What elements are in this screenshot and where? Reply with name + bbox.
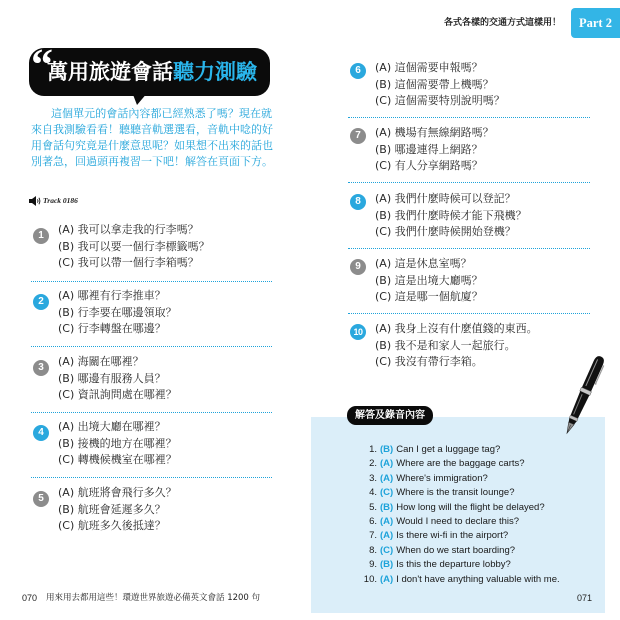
answer-number: 3.	[369, 472, 377, 484]
answer-item	[362, 486, 560, 500]
answer-number: 5.	[369, 501, 377, 513]
option-a: (A) 我們什麼時候可以登記？	[375, 192, 516, 205]
answer-choice: (B)	[380, 501, 394, 513]
quote-mark-icon: “	[31, 40, 53, 89]
answer-text: When do we start boarding?	[396, 544, 516, 556]
answer-choice: (A)	[380, 516, 394, 528]
option-c: (C) 我可以帶一個行李箱嗎？	[58, 256, 199, 269]
answer-choice: (C)	[380, 544, 394, 556]
answer-item	[362, 515, 560, 529]
question-1	[58, 222, 298, 272]
question-3	[58, 354, 298, 404]
answer-text: Where are the baggage carts?	[396, 458, 525, 470]
answer-item	[362, 472, 560, 486]
question-number-badge: 4	[33, 425, 49, 441]
option-b: (B) 行李要在哪邊領取？	[58, 305, 177, 319]
option-c: (C) 這個需要特別說明嗎？	[375, 94, 505, 107]
answer-text: Where's immigration?	[396, 472, 488, 484]
option-a: (A) 這個需要申報嗎？	[375, 61, 483, 74]
answer-choice: (A)	[380, 472, 394, 484]
option-b: (B) 航班會延遲多久？	[58, 502, 166, 516]
answer-number: 7.	[369, 530, 377, 542]
option-a: (A) 這是休息室嗎？	[375, 257, 472, 270]
option-c: (C) 我沒有帶行李箱。	[375, 355, 483, 368]
option-b: (B) 哪邊有服務人員？	[58, 371, 166, 385]
option-a: (A) 機場有無線網路嗎？	[375, 126, 494, 139]
answer-item	[362, 443, 560, 457]
part-tab: Part 2	[571, 8, 620, 38]
answer-heading: 解答及錄音內容	[347, 406, 433, 425]
answer-number: 4.	[369, 487, 377, 499]
option-a: (A) 我身上沒有什麼值錢的東西。	[375, 322, 538, 335]
option-b: (B) 我可以要一個行李標籤嗎？	[58, 239, 210, 253]
intro-line: 來自我測驗看看！聽聽音軌選選看，音軌中唸的好	[31, 123, 273, 136]
title-highlight: 聽力測驗	[173, 60, 257, 84]
question-number-badge: 6	[350, 63, 366, 79]
answer-number: 1.	[369, 444, 377, 455]
dotted-divider	[31, 477, 272, 478]
answer-text: Would I need to declare this?	[396, 516, 520, 528]
option-a: (A) 海關在哪裡？	[58, 355, 144, 368]
answer-text: How long will the flight be delayed?	[396, 501, 545, 513]
answer-choice: (A)	[380, 573, 394, 585]
answer-item	[362, 457, 560, 471]
option-a: (A) 哪裡有行李推車？	[58, 289, 166, 302]
dotted-divider	[348, 117, 590, 118]
answer-text: Where is the transit lounge?	[396, 487, 515, 499]
dotted-divider	[348, 313, 590, 314]
answer-item	[362, 544, 560, 558]
speaker-icon	[29, 196, 41, 206]
answer-list	[362, 443, 560, 587]
option-b: (B) 我不是和家人一起旅行。	[375, 338, 516, 352]
dotted-divider	[348, 248, 590, 249]
page-title	[47, 58, 257, 86]
answer-item	[362, 501, 560, 515]
option-c: (C) 行李轉盤在哪邊？	[58, 322, 166, 335]
question-7	[375, 125, 615, 175]
answer-item	[362, 558, 560, 572]
answer-choice: (A)	[380, 530, 394, 542]
dotted-divider	[31, 346, 272, 347]
intro-line: 別著急，回過頭再複習一下吧！解答在頁面下方。	[31, 155, 273, 168]
option-b: (B) 哪邊連得上網路？	[375, 142, 483, 156]
question-5	[58, 485, 298, 535]
fountain-pen-icon	[559, 350, 609, 440]
answer-text: Is there wi-fi in the airport?	[396, 530, 509, 542]
track-label: Track 0186	[43, 196, 78, 205]
option-c: (C) 航班多久後抵達？	[58, 519, 166, 532]
intro-line: 這個單元的會話內容都已經熟悉了嗎？現在就	[51, 107, 272, 120]
dotted-divider	[348, 182, 590, 183]
option-a: (A) 出境大廳在哪裡？	[58, 420, 166, 433]
answer-number: 6.	[369, 516, 377, 528]
question-2	[58, 288, 298, 338]
answer-number: 9.	[369, 559, 377, 571]
option-b: (B) 接機的地方在哪裡？	[58, 436, 177, 450]
page-number: 071	[577, 593, 593, 603]
question-number-badge: 8	[350, 194, 366, 210]
option-a: (A) 航班將會飛行多久？	[58, 486, 177, 499]
title-main: 萬用旅遊會話	[47, 60, 173, 84]
dotted-divider	[31, 281, 272, 282]
option-c: (C) 資訊詢問處在哪裡？	[58, 388, 177, 401]
question-4	[58, 419, 298, 469]
option-c: (C) 有人分享網路嗎？	[375, 159, 483, 172]
option-b: (B) 這個需要帶上機嗎？	[375, 77, 494, 91]
answer-number: 8.	[369, 544, 377, 556]
question-number-badge: 9	[350, 259, 366, 275]
question-number-badge: 3	[33, 360, 49, 376]
answer-text: Can I get a luggage tag?	[396, 444, 501, 455]
option-a: (A) 我可以拿走我的行李嗎？	[58, 223, 199, 236]
answer-item	[362, 529, 560, 543]
answer-number: 10.	[363, 573, 377, 585]
answer-choice: (A)	[380, 458, 394, 470]
option-c: (C) 轉機候機室在哪裡？	[58, 453, 177, 466]
section-title: 各式各樣的交通方式這樣用！	[443, 18, 561, 28]
question-8	[375, 191, 615, 241]
answer-text: Is this the departure lobby?	[396, 559, 511, 571]
answer-item	[362, 573, 560, 587]
book-title: 用來用去都用這些！環遊世界旅遊必備英文會話 1200 句	[46, 593, 261, 603]
question-6	[375, 60, 615, 110]
answer-number: 2.	[369, 458, 377, 470]
option-b: (B) 這是出境大廳嗎？	[375, 273, 483, 287]
speech-bubble-tail-icon	[128, 92, 150, 106]
answer-choice: (B)	[380, 444, 394, 455]
answer-choice: (B)	[380, 559, 394, 571]
option-b: (B) 我們什麼時候才能下飛機？	[375, 208, 527, 222]
question-number-badge: 10	[350, 324, 366, 340]
answer-choice: (C)	[380, 487, 394, 499]
question-9	[375, 256, 615, 306]
option-c: (C) 這是哪一個航廈？	[375, 290, 483, 303]
intro-line: 用會話句究竟是什麼意思呢？如果想不出來的話也	[31, 139, 273, 152]
page-number: 070	[22, 593, 38, 603]
option-c: (C) 我們什麼時候開始登機？	[375, 225, 516, 238]
question-number-badge: 5	[33, 491, 49, 507]
dotted-divider	[31, 412, 272, 413]
question-number-badge: 7	[350, 128, 366, 144]
question-number-badge: 2	[33, 294, 49, 310]
question-number-badge: 1	[33, 228, 49, 244]
answer-text: I don't have anything valuable with me.	[396, 573, 560, 585]
